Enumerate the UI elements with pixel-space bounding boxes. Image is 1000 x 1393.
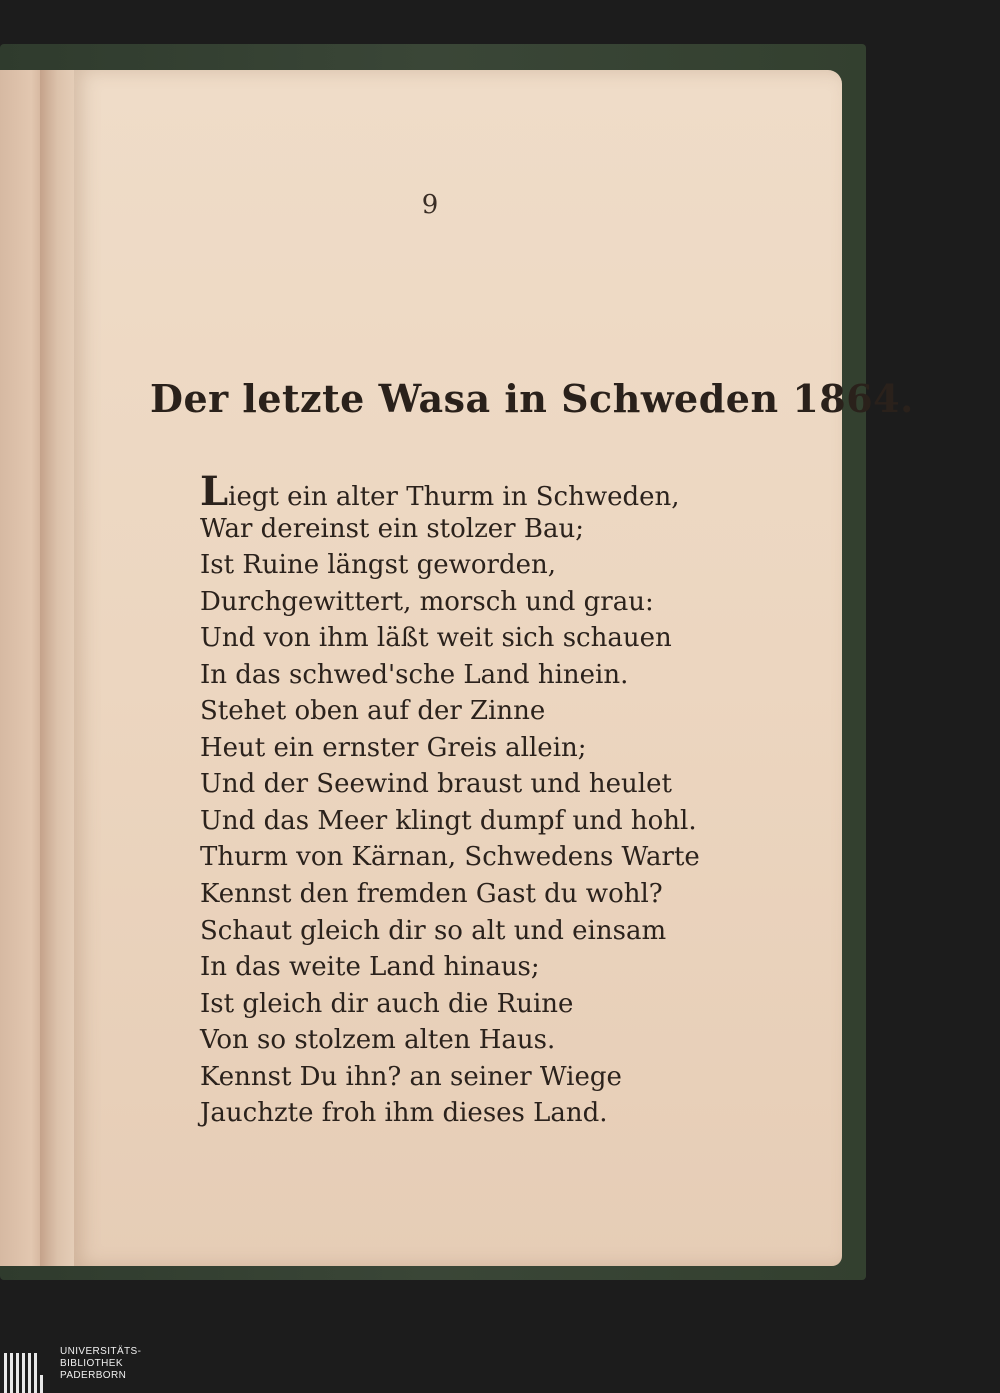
poem-line: Und von ihm läßt weit sich schauen bbox=[200, 623, 672, 654]
poem-title: Der letzte Wasa in Schweden 1864. bbox=[150, 376, 914, 421]
poem-line: Stehet oben auf der Zinne bbox=[200, 696, 546, 727]
poem-line: Ist gleich dir auch die Ruine bbox=[200, 988, 574, 1019]
poem-line: Kennst Du ihn? an seiner Wiege bbox=[200, 1061, 622, 1092]
poem-line: Schaut gleich dir so alt und einsam bbox=[200, 915, 667, 946]
poem-line: Und der Seewind braust und heulet bbox=[200, 769, 672, 800]
poem-line: Jauchzte froh ihm dieses Land. bbox=[200, 1098, 608, 1129]
poem-line: Liegt ein alter Thurm in Schweden, bbox=[200, 468, 680, 515]
poem-line: Von so stolzem alten Haus. bbox=[200, 1025, 556, 1056]
page-number: 9 bbox=[421, 190, 439, 220]
poem-line: Und das Meer klingt dumpf und hohl. bbox=[200, 805, 697, 836]
library-label-line: PADERBORN bbox=[60, 1370, 127, 1381]
poem-line: Kennst den fremden Gast du wohl? bbox=[200, 879, 663, 910]
library-label bbox=[60, 1346, 170, 1382]
poem-line: Ist Ruine längst geworden, bbox=[200, 550, 557, 581]
poem-line: Heut ein ernster Greis allein; bbox=[200, 732, 587, 763]
library-logo-icon bbox=[0, 1340, 44, 1393]
poem-line: War dereinst ein stolzer Bau; bbox=[200, 513, 584, 544]
poem-line: In das weite Land hinaus; bbox=[200, 952, 540, 983]
poem-line: Durchgewittert, morsch und grau: bbox=[200, 586, 654, 617]
library-label-line: BIBLIOTHEK bbox=[60, 1358, 123, 1369]
poem-body bbox=[200, 468, 720, 1132]
library-label-line: UNIVERSITÄTS- bbox=[60, 1346, 142, 1357]
poem-line: In das schwed'sche Land hinein. bbox=[200, 659, 629, 690]
poem-line: Thurm von Kärnan, Schwedens Warte bbox=[200, 842, 700, 873]
